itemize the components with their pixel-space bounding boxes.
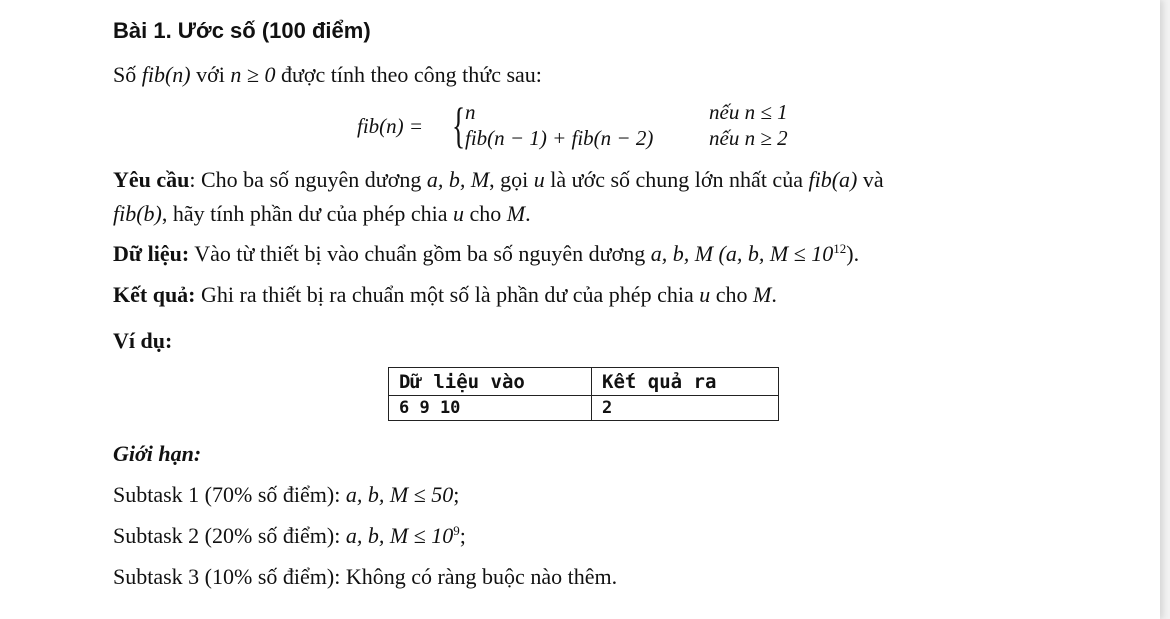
intro-fib-n: fib(n) <box>141 62 191 87</box>
requirement-text-5: , hãy tính phần dư của phép chia <box>161 201 454 226</box>
intro-paragraph <box>113 62 542 88</box>
table-cell-input: 6 9 10 <box>389 396 592 421</box>
limits-label: Giới hạn: <box>113 441 202 466</box>
formula-brace: { <box>452 97 466 153</box>
output-spec-end: . <box>771 282 777 307</box>
table-header-row <box>389 368 779 396</box>
table-cell-output: 2 <box>592 396 779 421</box>
output-spec-text: Ghi ra thiết bị ra chuẩn một số là phần dư của phép chia <box>195 282 700 307</box>
formula-case1-cond: nếu n ≤ 1 <box>709 100 788 124</box>
input-spec-text: Vào từ thiết bị vào chuẩn gồm ba số nguyên dương <box>189 241 651 266</box>
subtask-3-text: Subtask 3 (10% số điểm): Không có ràng buộc nào thêm. <box>113 564 618 589</box>
requirement-vars: a, b, M <box>426 167 490 192</box>
intro-text-2: với <box>190 62 231 87</box>
table-row <box>389 396 779 421</box>
output-spec-label: Kết quả: <box>113 282 196 307</box>
subtask-2-exponent: 9 <box>453 523 460 538</box>
subtask-1-text: Subtask 1 (70% số điểm): <box>113 482 346 507</box>
output-spec-M: M <box>752 282 772 307</box>
requirement-text-3: là ước số chung lớn nhất của <box>544 167 809 192</box>
output-spec-text-2: cho <box>710 282 753 307</box>
requirement-text-7: . <box>525 201 531 226</box>
requirement-u2: u <box>453 201 465 226</box>
intro-text-3: được tính theo công thức sau: <box>275 62 542 87</box>
formula-case2-cond: nếu n ≥ 2 <box>709 126 788 150</box>
requirement-text-1: : Cho ba số nguyên dương <box>189 167 427 192</box>
example-table <box>388 367 779 421</box>
formula-lhs: fib(n) = <box>357 114 424 138</box>
formula-case1-expr: n <box>465 100 476 124</box>
example-label: Ví dụ: <box>113 328 173 353</box>
requirement-M: M <box>506 201 526 226</box>
requirement-u: u <box>533 167 545 192</box>
requirement-fib-b: fib(b) <box>113 201 162 226</box>
requirement-text-6: cho <box>464 201 507 226</box>
subtask-2 <box>113 523 466 549</box>
input-spec-label: Dữ liệu: <box>113 241 190 266</box>
table-header-input: Dữ liệu vào <box>389 368 592 396</box>
formula-case2-expr: fib(n − 1) + fib(n − 2) <box>465 126 654 150</box>
example-heading <box>113 328 172 354</box>
requirement-label: Yêu cầu <box>113 167 190 192</box>
input-spec-exponent: 12 <box>833 241 847 256</box>
problem-title: Bài 1. Ước số (100 điểm) <box>113 18 371 43</box>
subtask-2-end: ; <box>459 523 466 548</box>
limits-heading <box>113 441 201 467</box>
requirement-fib-a: fib(a) <box>808 167 858 192</box>
subtask-1 <box>113 482 459 508</box>
output-spec-u: u <box>699 282 711 307</box>
requirement-text-2: , gọi <box>489 167 534 192</box>
table-header-output: Kết quả ra <box>592 368 779 396</box>
intro-condition: n ≥ 0 <box>230 62 276 87</box>
input-spec-end: ). <box>846 241 860 266</box>
requirement-line-1 <box>113 167 884 193</box>
output-spec <box>113 282 777 308</box>
requirement-text-4: và <box>857 167 884 192</box>
input-spec-vars: a, b, M (a, b, M ≤ 10 <box>650 241 834 266</box>
subtask-2-math: a, b, M ≤ 10 <box>345 523 454 548</box>
requirement-line-2 <box>113 201 531 227</box>
subtask-2-text: Subtask 2 (20% số điểm): <box>113 523 346 548</box>
subtask-1-end: ; <box>453 482 460 507</box>
subtask-1-math: a, b, M ≤ 50 <box>345 482 454 507</box>
subtask-3 <box>113 564 617 590</box>
intro-text-1: Số <box>113 62 142 87</box>
input-spec <box>113 241 859 267</box>
